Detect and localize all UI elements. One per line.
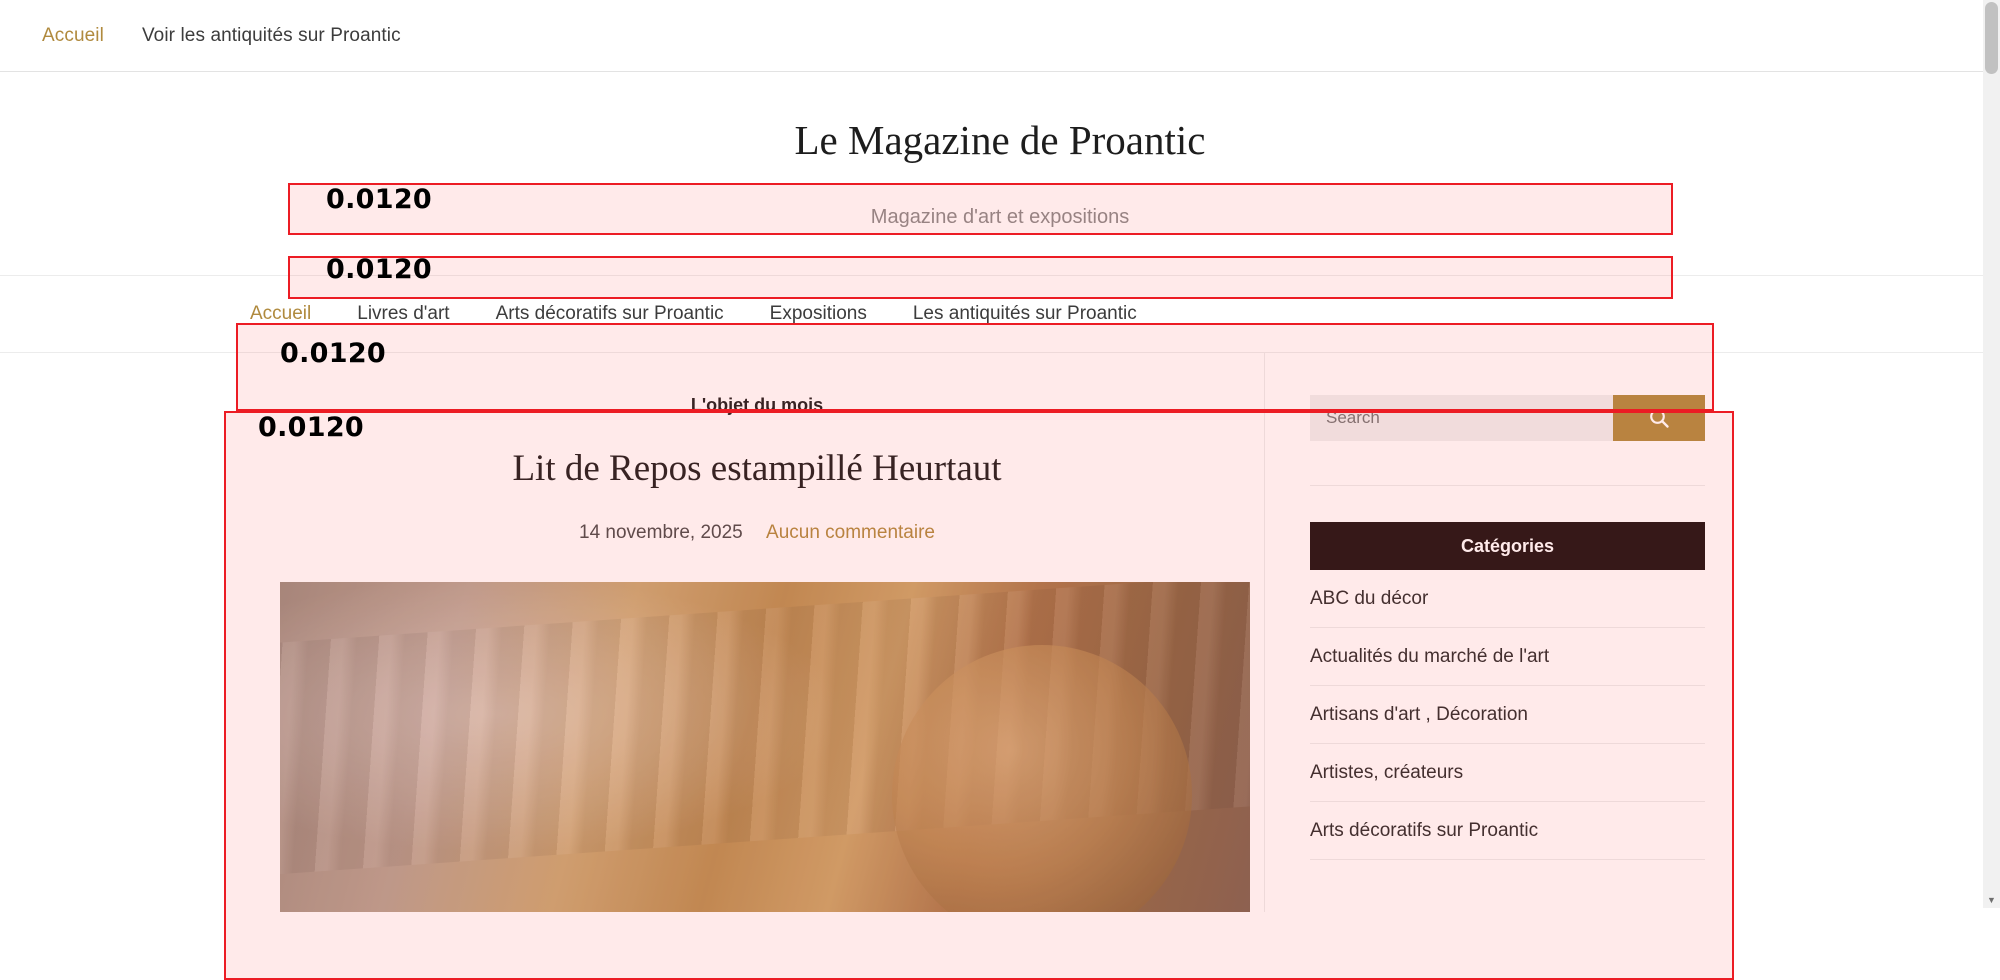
article-date: 14 novembre, 2025 [579,522,743,544]
content-area [0,353,2000,912]
browser-top-nav [0,0,2000,72]
article-comments-link[interactable]: Aucun commentaire [766,522,935,544]
category-item-arts-decoratifs[interactable]: Arts décoratifs sur Proantic [1310,802,1705,860]
search-input[interactable] [1310,395,1613,441]
topnav-item-proantic[interactable]: Voir les antiquités sur Proantic [141,24,401,46]
nav-item-livres-dart[interactable]: Livres d'art [357,303,450,325]
search-button[interactable] [1613,395,1705,441]
nav-item-accueil[interactable]: Accueil [250,303,312,325]
site-title: Le Magazine de Proantic [794,117,1206,163]
topnav-item-accueil[interactable]: Accueil [42,24,104,46]
scrollbar-thumb[interactable] [1985,2,1998,74]
article-eyebrow: L'objet du mois [690,395,824,416]
nav-item-expositions[interactable]: Expositions [769,303,867,325]
highlight-label-title: 0.0120 [326,184,432,215]
page-canvas [0,72,2000,912]
highlight-label-content: 0.0120 [258,412,364,443]
highlight-label-tagline: 0.0120 [326,254,432,285]
site-header [0,72,2000,229]
search-widget [1310,395,1705,441]
nav-item-antiquites[interactable]: Les antiquités sur Proantic [912,303,1137,325]
category-item-actualites-marche[interactable]: Actualités du marché de l'art [1310,628,1705,686]
category-item-artisans-dart[interactable]: Artisans d'art , Décoration [1310,686,1705,744]
article-meta [280,522,1234,544]
sidebar [1265,353,1750,912]
article-featured-image [280,582,1250,912]
site-tagline: Magazine d'art et expositions [870,206,1130,229]
category-item-abc-du-decor[interactable]: ABC du décor [1310,570,1705,628]
article-title[interactable]: Lit de Repos estampillé Heurtaut [512,448,1002,490]
search-icon [1648,407,1670,429]
page-scrollbar[interactable] [1983,0,2000,908]
nav-item-arts-decoratifs[interactable]: Arts décoratifs sur Proantic [495,303,724,325]
sidebar-divider [1310,485,1705,486]
highlight-label-nav: 0.0120 [280,338,386,369]
article-column [250,353,1265,912]
site-main-nav [0,275,2000,353]
categories-header: Catégories [1310,522,1705,570]
scroll-down-arrow[interactable]: ▼ [1987,894,1996,905]
category-item-artistes-createurs[interactable]: Artistes, créateurs [1310,744,1705,802]
